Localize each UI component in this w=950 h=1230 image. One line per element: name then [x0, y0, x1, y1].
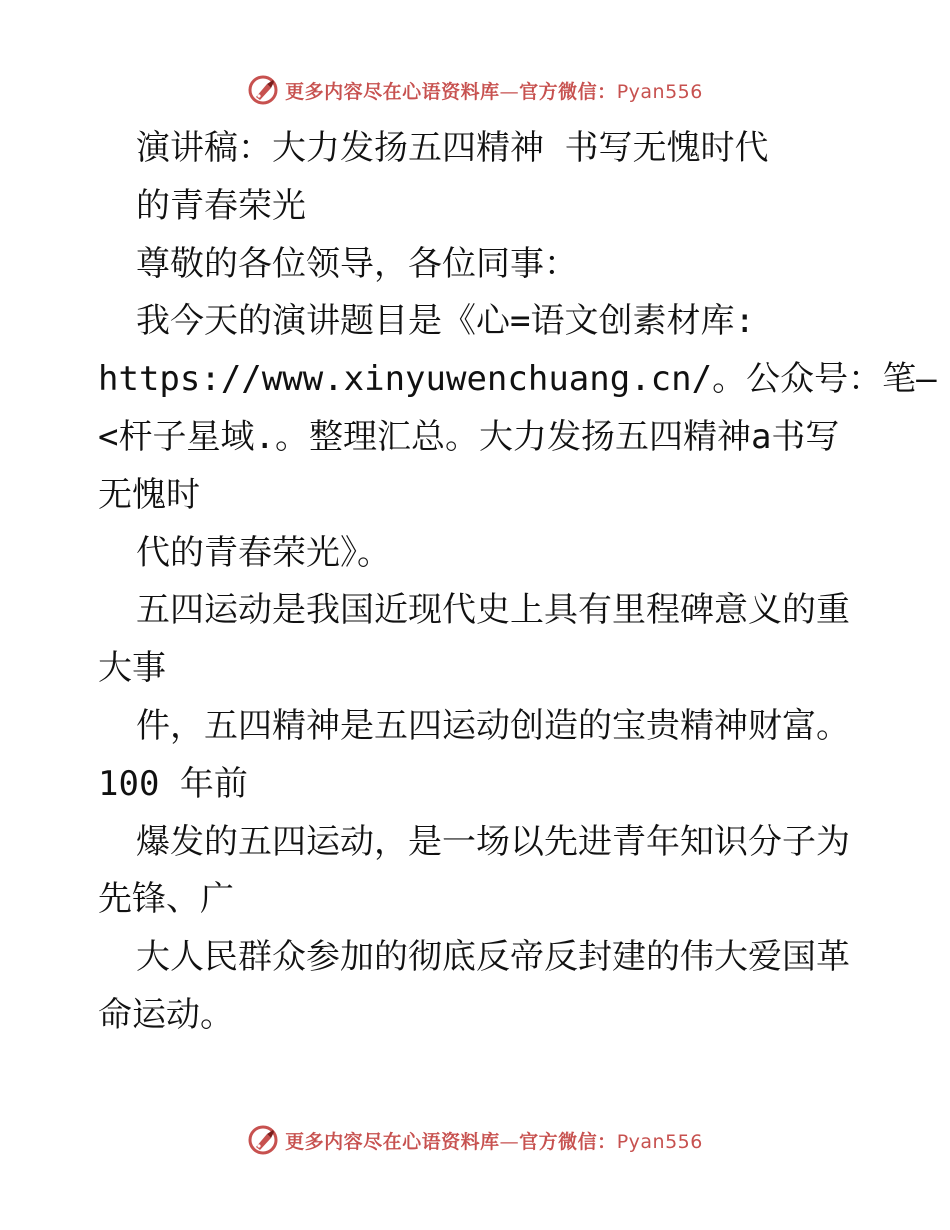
- watermark-wechat-label: 官方微信：: [519, 80, 617, 103]
- watermark-site-text: 更多内容尽在心语资料库: [285, 80, 500, 103]
- footer-watermark: [0, 1120, 950, 1160]
- paragraph-line: 先锋、广: [98, 879, 234, 920]
- paragraph-line: 五四运动是我国近现代史上具有里程碑意义的重: [136, 590, 850, 631]
- title-line-2: 的青春荣光: [136, 185, 306, 226]
- paragraph-line: <杆子星域.。整理汇总。大力发扬五四精神a书写: [98, 416, 840, 457]
- pen-nib-logo-icon: [247, 74, 279, 106]
- watermark-wechat-id: Pyan556: [616, 1130, 703, 1153]
- paragraph-line: 100 年前: [98, 763, 248, 804]
- paragraph-line: https://www.xinyuwenchuang.cn/。公众号：笔—: [98, 359, 937, 400]
- watermark-text: [285, 1127, 703, 1154]
- paragraph-line: 命运动。: [98, 994, 234, 1035]
- watermark-separator: —: [499, 1130, 520, 1153]
- paragraph-line: 大人民群众参加的彻底反帝反封建的伟大爱国革: [136, 937, 850, 978]
- watermark-site-text: 更多内容尽在心语资料库: [285, 1130, 500, 1153]
- paragraph-line: 爆发的五四运动，是一场以先进青年知识分子为: [136, 821, 850, 862]
- watermark-wechat-label: 官方微信：: [519, 1130, 617, 1153]
- header-watermark: [0, 70, 950, 110]
- paragraph-line: 代的青春荣光》。: [136, 532, 391, 573]
- document-body: [98, 120, 937, 1045]
- watermark-text: [285, 77, 703, 104]
- paragraph-line: 我今天的演讲题目是《心=语文创素材库:: [136, 301, 755, 342]
- watermark-wechat-id: Pyan556: [616, 80, 703, 103]
- pen-nib-logo-icon: [247, 1124, 279, 1156]
- paragraph-line: 无愧时: [98, 474, 200, 515]
- paragraph-line: 大事: [98, 648, 166, 689]
- title-line-1: 演讲稿：大力发扬五四精神 书写无愧时代: [136, 128, 769, 168]
- paragraph-line: 件，五四精神是五四运动创造的宝贵精神财富。: [136, 705, 850, 746]
- salutation-line: 尊敬的各位领导，各位同事：: [136, 243, 578, 284]
- watermark-separator: —: [499, 80, 520, 103]
